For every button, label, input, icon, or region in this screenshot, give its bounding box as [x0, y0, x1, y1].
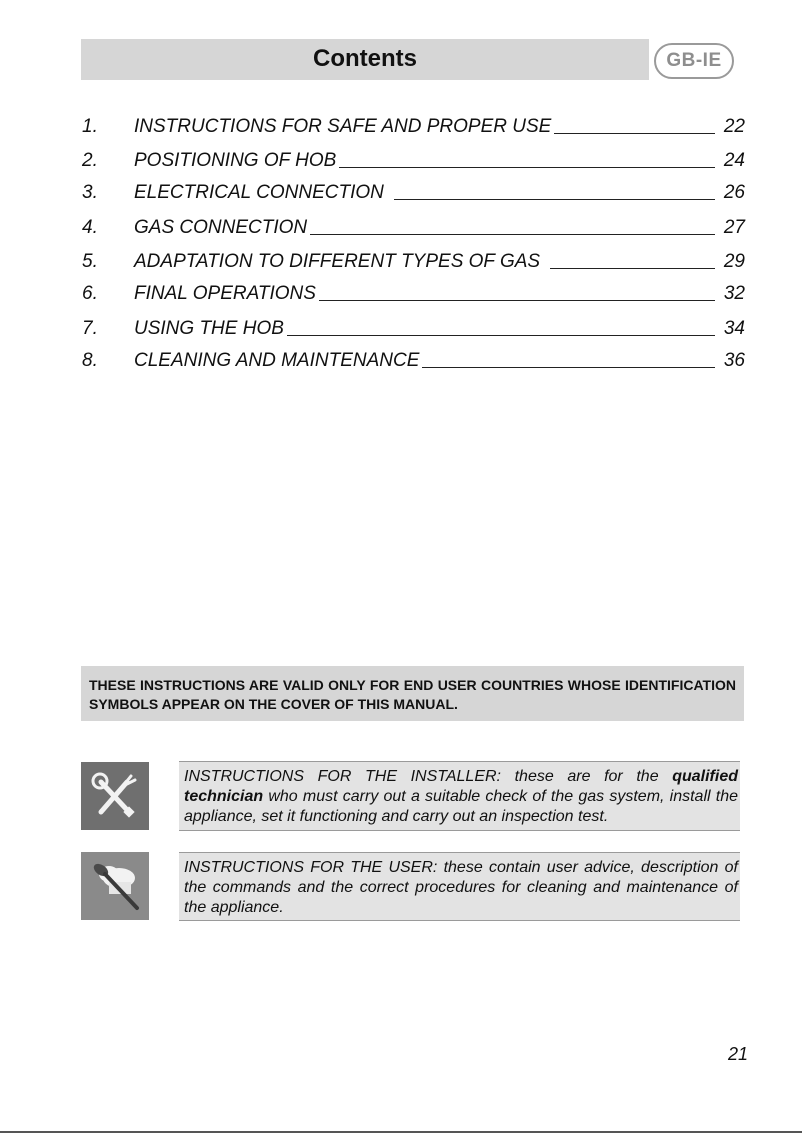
toc-leader: [550, 267, 715, 269]
toc-page: 36: [723, 350, 745, 371]
toc-title: INSTRUCTIONS FOR SAFE AND PROPER USE: [134, 116, 552, 137]
toc-number: 8.: [82, 350, 98, 371]
toc-item[interactable]: [82, 310, 745, 340]
toc-number: 4.: [82, 217, 98, 238]
installer-text-start: INSTRUCTIONS FOR THE INSTALLER: these are for the: [184, 768, 659, 785]
toc-number: 6.: [82, 283, 98, 304]
toc-title: FINAL OPERATIONS: [134, 283, 316, 304]
bottom-rule: [0, 1131, 802, 1133]
toc-page: 34: [723, 318, 745, 339]
toc-item[interactable]: [82, 209, 745, 239]
toc-number: 2.: [82, 150, 98, 171]
toc-title: GAS CONNECTION: [134, 217, 308, 238]
toc-number: 5.: [82, 251, 98, 272]
toc-item[interactable]: [82, 142, 745, 172]
toc-title: ADAPTATION TO DIFFERENT TYPES OF GAS: [134, 251, 541, 272]
installer-text-end: who must carry out a suitable check of the gas system, install the appliance, set it functioning and carry out an inspection test.: [184, 788, 738, 825]
toc-item[interactable]: [82, 275, 745, 305]
toc-number: 7.: [82, 318, 98, 339]
toc-number: 3.: [82, 182, 98, 203]
toc-leader: [339, 166, 715, 168]
toc-item[interactable]: [82, 243, 745, 273]
toc-leader: [287, 334, 715, 336]
toc-page: 22: [723, 116, 745, 137]
toc-item[interactable]: [82, 174, 745, 204]
toc-leader: [422, 366, 715, 368]
page-number: 21: [727, 1044, 748, 1064]
toc-page: 24: [723, 150, 745, 171]
chef-spoon-icon: [81, 852, 149, 920]
toc-item[interactable]: [82, 342, 745, 372]
country-badge: GB-IE: [654, 43, 734, 79]
toc-page: 29: [723, 251, 745, 272]
toc-page: 26: [723, 182, 745, 203]
toc-page: 27: [723, 217, 745, 238]
installer-text-bold: qualified technician: [184, 768, 738, 805]
header-bar: [81, 39, 649, 80]
toc-item[interactable]: [82, 108, 745, 138]
toc-leader: [310, 233, 715, 235]
toc-title: POSITIONING OF HOB: [134, 150, 337, 171]
toc-number: 1.: [82, 116, 98, 137]
toc-leader: [319, 299, 715, 301]
tools-icon: [81, 762, 149, 830]
toc-title: USING THE HOB: [134, 318, 284, 339]
installer-instructions: [179, 761, 740, 831]
page-title: Contents: [313, 45, 417, 72]
toc-title: ELECTRICAL CONNECTION: [134, 182, 384, 203]
user-instructions: INSTRUCTIONS FOR THE USER: these contain user advice, description of the commands and the correct procedures for cleaning and maintenance of the appliance.: [179, 852, 740, 921]
toc-leader: [394, 198, 715, 200]
toc-title: CLEANING AND MAINTENANCE: [134, 350, 420, 371]
toc-page: 32: [723, 283, 745, 304]
validity-notice: THESE INSTRUCTIONS ARE VALID ONLY FOR END USER COUNTRIES WHOSE IDENTIFICATION SYMBOLS APPEAR ON THE COVER OF THIS MANUAL.: [81, 666, 744, 721]
toc-leader: [554, 132, 715, 134]
